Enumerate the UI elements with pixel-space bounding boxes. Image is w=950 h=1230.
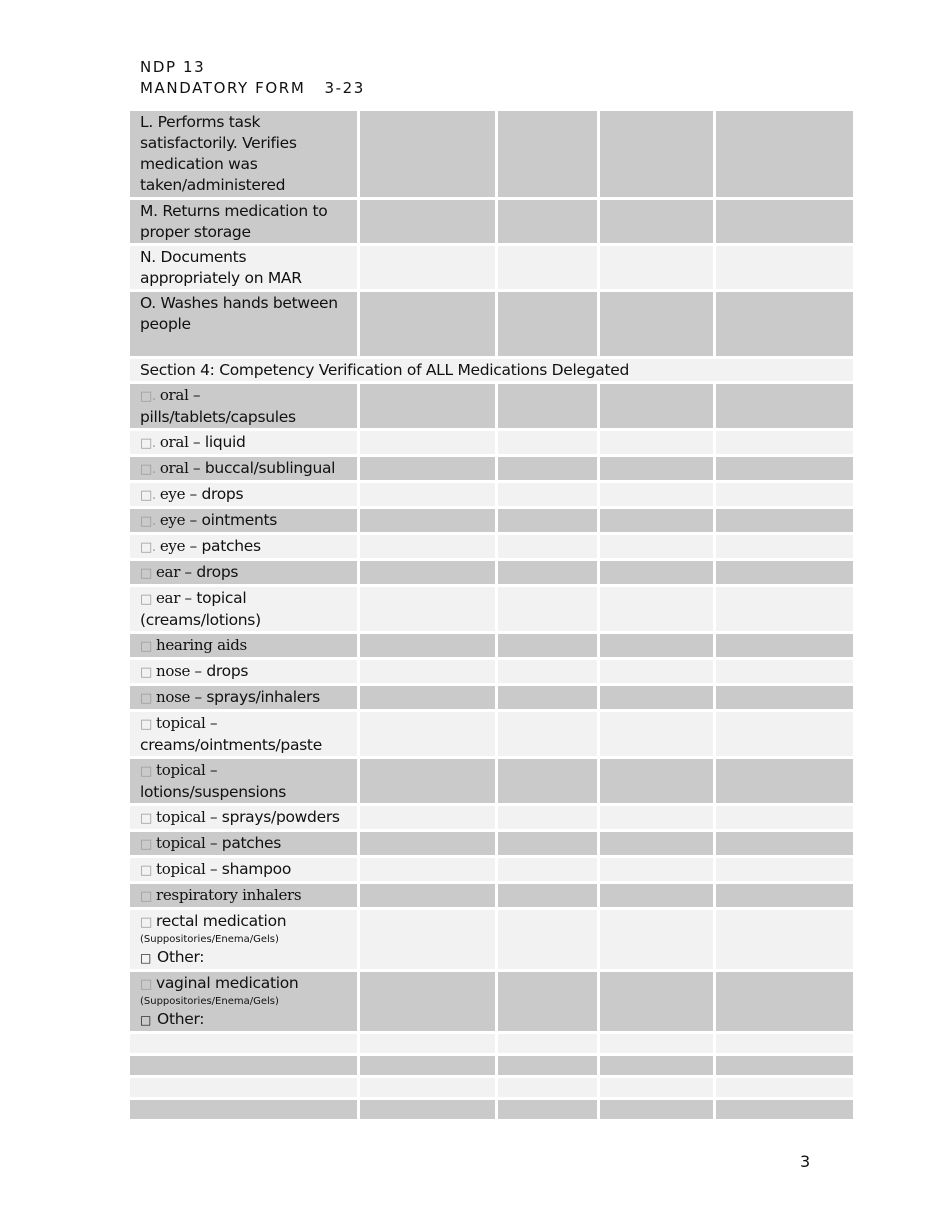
blank-row: [130, 1100, 853, 1119]
vaginal-medication-row: [130, 972, 853, 1031]
checkbox-icon[interactable]: □.: [140, 488, 156, 503]
page-number: 3: [800, 1152, 811, 1171]
medication-row: [130, 535, 853, 558]
medication-detail: sprays/powders: [221, 808, 340, 826]
checkbox-cell[interactable]: [360, 1078, 495, 1097]
checkbox-cell[interactable]: [360, 246, 495, 289]
checkbox-cell[interactable]: [600, 858, 713, 881]
medication-row: [130, 634, 853, 657]
checkbox-icon[interactable]: □: [140, 717, 152, 732]
checkbox-icon[interactable]: □: [140, 566, 152, 581]
checkbox-cell[interactable]: [716, 972, 853, 1031]
medication-detail: shampoo: [221, 860, 291, 878]
checkbox-icon[interactable]: □: [140, 889, 152, 904]
medication-label: [130, 686, 357, 709]
medication-row: [130, 587, 853, 631]
checkbox-icon[interactable]: □: [140, 863, 152, 878]
checkbox-cell[interactable]: [600, 1034, 713, 1053]
checkbox-cell[interactable]: [600, 535, 713, 558]
medication-route: ear –: [155, 589, 192, 607]
medication-row: [130, 561, 853, 584]
medication-route: nose –: [155, 688, 202, 706]
checkbox-cell[interactable]: [600, 483, 713, 506]
medication-label: [130, 858, 357, 881]
step-row-m: [130, 200, 853, 243]
medication-row: [130, 806, 853, 829]
checkbox-icon[interactable]: □.: [140, 514, 156, 529]
medication-route: oral –: [159, 459, 201, 477]
medication-detail: patches: [221, 834, 282, 852]
section4-title: Section 4: Competency Verification of ALL Medications Delegated: [130, 359, 853, 381]
checkbox-cell[interactable]: [498, 910, 597, 969]
checkbox-cell[interactable]: [716, 431, 853, 454]
step-label: N. Documents appropriately on MAR: [130, 246, 357, 289]
vaginal-medication-label: [130, 972, 357, 1031]
rectal-medication-row: [130, 910, 853, 969]
checkbox-cell[interactable]: [600, 759, 713, 803]
medication-detail: patches: [201, 537, 261, 555]
medication-label: [130, 457, 357, 480]
form-header: [140, 57, 365, 99]
checkbox-cell[interactable]: [716, 561, 853, 584]
medication-label: [130, 509, 357, 532]
checkbox-cell[interactable]: [716, 858, 853, 881]
checkbox-cell[interactable]: [498, 634, 597, 657]
checkbox-cell[interactable]: [360, 384, 495, 428]
medication-route: eye –: [159, 485, 197, 503]
checkbox-icon[interactable]: □: [140, 915, 152, 930]
medication-route: hearing aids: [155, 636, 247, 654]
checkbox-cell[interactable]: [600, 384, 713, 428]
checkbox-icon[interactable]: □.: [140, 540, 156, 555]
checkbox-cell[interactable]: [716, 759, 853, 803]
checkbox-cell[interactable]: [498, 1034, 597, 1053]
medication-detail: drops: [201, 485, 244, 503]
medication-label: [130, 884, 357, 907]
checkbox-cell[interactable]: [600, 111, 713, 197]
medication-row: [130, 660, 853, 683]
medication-detail: drops: [206, 662, 249, 680]
medication-label: [130, 483, 357, 506]
medication-label: [130, 759, 357, 803]
checkbox-cell[interactable]: [130, 1078, 357, 1097]
medication-label: [130, 587, 357, 631]
checkbox-cell[interactable]: [716, 660, 853, 683]
checkbox-cell[interactable]: [360, 634, 495, 657]
medication-row: [130, 759, 853, 803]
blank-row: [130, 1056, 853, 1075]
checkbox-icon[interactable]: □: [140, 977, 152, 992]
checkbox-cell[interactable]: [360, 686, 495, 709]
checkbox-cell[interactable]: [716, 910, 853, 969]
checkbox-icon[interactable]: □: [140, 639, 152, 654]
checkbox-cell[interactable]: [716, 483, 853, 506]
other-checkbox-icon[interactable]: □: [140, 951, 152, 965]
checkbox-cell[interactable]: [498, 535, 597, 558]
checkbox-icon[interactable]: □.: [140, 436, 156, 451]
checkbox-cell[interactable]: [498, 972, 597, 1031]
medication-row: [130, 483, 853, 506]
medication-row: [130, 884, 853, 907]
checkbox-cell[interactable]: [600, 972, 713, 1031]
checkbox-cell[interactable]: [360, 431, 495, 454]
checkbox-cell[interactable]: [498, 759, 597, 803]
checkbox-cell[interactable]: [498, 884, 597, 907]
checkbox-cell[interactable]: [716, 200, 853, 243]
checkbox-cell[interactable]: [716, 292, 853, 356]
checkbox-cell[interactable]: [360, 712, 495, 756]
checkbox-cell[interactable]: [498, 483, 597, 506]
medication-label: [130, 806, 357, 829]
checkbox-cell[interactable]: [360, 660, 495, 683]
step-row-n: [130, 246, 853, 289]
medication-row: [130, 712, 853, 756]
checkbox-cell[interactable]: [498, 660, 597, 683]
checkbox-cell[interactable]: [130, 1034, 357, 1053]
checkbox-cell[interactable]: [600, 200, 713, 243]
checkbox-cell[interactable]: [360, 483, 495, 506]
medication-route: eye –: [159, 511, 197, 529]
checkbox-icon[interactable]: □: [140, 837, 152, 852]
medication-detail: sprays/inhalers: [206, 688, 320, 706]
checkbox-cell[interactable]: [600, 587, 713, 631]
checkbox-cell[interactable]: [360, 884, 495, 907]
checkbox-cell[interactable]: [360, 561, 495, 584]
medication-label: [130, 660, 357, 683]
checkbox-cell[interactable]: [600, 634, 713, 657]
checkbox-cell[interactable]: [498, 832, 597, 855]
checkbox-cell[interactable]: [600, 246, 713, 289]
checkbox-cell[interactable]: [716, 832, 853, 855]
checkbox-cell[interactable]: [600, 712, 713, 756]
rectal-other-label: Other:: [157, 948, 205, 966]
checkbox-cell[interactable]: [716, 686, 853, 709]
other-checkbox-icon[interactable]: □: [140, 1013, 152, 1027]
medication-label: [130, 431, 357, 454]
medication-row: [130, 431, 853, 454]
checkbox-cell[interactable]: [716, 806, 853, 829]
medication-row: [130, 686, 853, 709]
checkbox-cell[interactable]: [498, 509, 597, 532]
medication-detail: ointments: [201, 511, 278, 529]
medication-route: oral –: [159, 386, 201, 404]
checkbox-cell[interactable]: [716, 884, 853, 907]
checkbox-cell[interactable]: [600, 884, 713, 907]
checkbox-cell[interactable]: [600, 1078, 713, 1097]
checkbox-cell[interactable]: [498, 858, 597, 881]
section4-header-row: [130, 359, 853, 381]
checkbox-cell[interactable]: [600, 1056, 713, 1075]
checkbox-cell[interactable]: [498, 1056, 597, 1075]
checkbox-cell[interactable]: [498, 431, 597, 454]
medication-label: [130, 634, 357, 657]
checkbox-cell[interactable]: [130, 1100, 357, 1119]
vaginal-subtypes: (Suppositories/Enema/Gels): [140, 996, 279, 1007]
medication-row: [130, 858, 853, 881]
checkbox-cell[interactable]: [600, 561, 713, 584]
medication-label: [130, 561, 357, 584]
checkbox-cell[interactable]: [498, 712, 597, 756]
checkbox-cell[interactable]: [360, 111, 495, 197]
medication-row: [130, 832, 853, 855]
step-label: M. Returns medication to proper storage: [130, 200, 357, 243]
checkbox-icon[interactable]: □.: [140, 462, 156, 477]
medication-detail: creams/ointments/paste: [140, 736, 322, 754]
checkbox-cell[interactable]: [600, 910, 713, 969]
checkbox-cell[interactable]: [716, 457, 853, 480]
medication-route: topical –: [155, 860, 218, 878]
checkbox-cell[interactable]: [498, 561, 597, 584]
checkbox-cell[interactable]: [600, 806, 713, 829]
checkbox-cell[interactable]: [498, 1100, 597, 1119]
checkbox-cell[interactable]: [360, 587, 495, 631]
checkbox-cell[interactable]: [716, 509, 853, 532]
checkbox-cell[interactable]: [498, 457, 597, 480]
checkbox-cell[interactable]: [360, 292, 495, 356]
blank-row: [130, 1034, 853, 1053]
checkbox-cell[interactable]: [716, 1056, 853, 1075]
rectal-medication-label: [130, 910, 357, 969]
form-id: NDP 13: [140, 58, 206, 76]
checkbox-cell[interactable]: [498, 1078, 597, 1097]
rectal-subtypes: (Suppositories/Enema/Gels): [140, 934, 279, 945]
competency-table: [127, 108, 856, 1122]
step-row-l: [130, 111, 853, 197]
checkbox-cell[interactable]: [360, 858, 495, 881]
checkbox-cell[interactable]: [360, 1100, 495, 1119]
medication-route: topical –: [155, 761, 218, 779]
vaginal-other-label: Other:: [157, 1010, 205, 1028]
step-row-o: [130, 292, 853, 356]
checkbox-cell[interactable]: [360, 1034, 495, 1053]
checkbox-cell[interactable]: [360, 535, 495, 558]
checkbox-cell[interactable]: [498, 384, 597, 428]
form-title: MANDATORY FORM 3-23: [140, 79, 365, 97]
checkbox-cell[interactable]: [498, 806, 597, 829]
checkbox-cell[interactable]: [600, 457, 713, 480]
checkbox-cell[interactable]: [716, 712, 853, 756]
checkbox-cell[interactable]: [600, 832, 713, 855]
medication-row: [130, 384, 853, 428]
step-label: L. Performs task satisfactorily. Verifies medication was taken/administered: [130, 111, 357, 197]
medication-route: topical –: [155, 808, 218, 826]
medication-row: [130, 457, 853, 480]
medication-route: topical –: [155, 714, 218, 732]
step-label: O. Washes hands between people: [130, 292, 357, 356]
checkbox-icon[interactable]: □: [140, 592, 152, 607]
medication-detail: topical (creams/lotions): [140, 589, 261, 629]
checkbox-cell[interactable]: [360, 972, 495, 1031]
checkbox-cell[interactable]: [716, 1078, 853, 1097]
checkbox-cell[interactable]: [716, 246, 853, 289]
checkbox-cell[interactable]: [360, 806, 495, 829]
checkbox-cell[interactable]: [360, 509, 495, 532]
checkbox-cell[interactable]: [498, 587, 597, 631]
checkbox-cell[interactable]: [600, 292, 713, 356]
medication-label: [130, 832, 357, 855]
medication-label: [130, 712, 357, 756]
checkbox-cell[interactable]: [716, 1100, 853, 1119]
checkbox-cell[interactable]: [716, 1034, 853, 1053]
checkbox-cell[interactable]: [716, 634, 853, 657]
checkbox-icon[interactable]: □: [140, 764, 152, 779]
checkbox-cell[interactable]: [360, 759, 495, 803]
checkbox-cell[interactable]: [360, 910, 495, 969]
rectal-label: rectal medication: [155, 912, 287, 930]
medication-route: eye –: [159, 537, 197, 555]
checkbox-cell[interactable]: [716, 384, 853, 428]
checkbox-cell[interactable]: [360, 832, 495, 855]
medication-route: ear –: [155, 563, 192, 581]
checkbox-cell[interactable]: [600, 431, 713, 454]
vaginal-label: vaginal medication: [155, 974, 299, 992]
checkbox-cell[interactable]: [600, 1100, 713, 1119]
checkbox-cell[interactable]: [498, 246, 597, 289]
medication-detail: buccal/sublingual: [204, 459, 336, 477]
checkbox-cell[interactable]: [498, 292, 597, 356]
checkbox-cell[interactable]: [360, 1056, 495, 1075]
medication-row: [130, 509, 853, 532]
checkbox-cell[interactable]: [498, 200, 597, 243]
checkbox-cell[interactable]: [360, 200, 495, 243]
checkbox-cell[interactable]: [716, 587, 853, 631]
checkbox-icon[interactable]: □.: [140, 389, 156, 404]
medication-detail: drops: [196, 563, 239, 581]
checkbox-cell[interactable]: [716, 535, 853, 558]
checkbox-cell[interactable]: [498, 111, 597, 197]
checkbox-cell[interactable]: [600, 509, 713, 532]
medication-route: oral –: [159, 433, 201, 451]
checkbox-icon[interactable]: □: [140, 691, 152, 706]
medication-label: [130, 384, 357, 428]
checkbox-icon[interactable]: □: [140, 811, 152, 826]
medication-detail: liquid: [204, 433, 246, 451]
checkbox-icon[interactable]: □: [140, 665, 152, 680]
checkbox-cell[interactable]: [600, 686, 713, 709]
checkbox-cell[interactable]: [716, 111, 853, 197]
checkbox-cell[interactable]: [130, 1056, 357, 1075]
medication-route: topical –: [155, 834, 218, 852]
blank-row: [130, 1078, 853, 1097]
checkbox-cell[interactable]: [600, 660, 713, 683]
checkbox-cell[interactable]: [498, 686, 597, 709]
medication-label: [130, 535, 357, 558]
medication-route: nose –: [155, 662, 202, 680]
medication-route: respiratory inhalers: [155, 886, 302, 904]
medication-detail: lotions/suspensions: [140, 783, 287, 801]
medication-detail: pills/tablets/capsules: [140, 408, 296, 426]
checkbox-cell[interactable]: [360, 457, 495, 480]
